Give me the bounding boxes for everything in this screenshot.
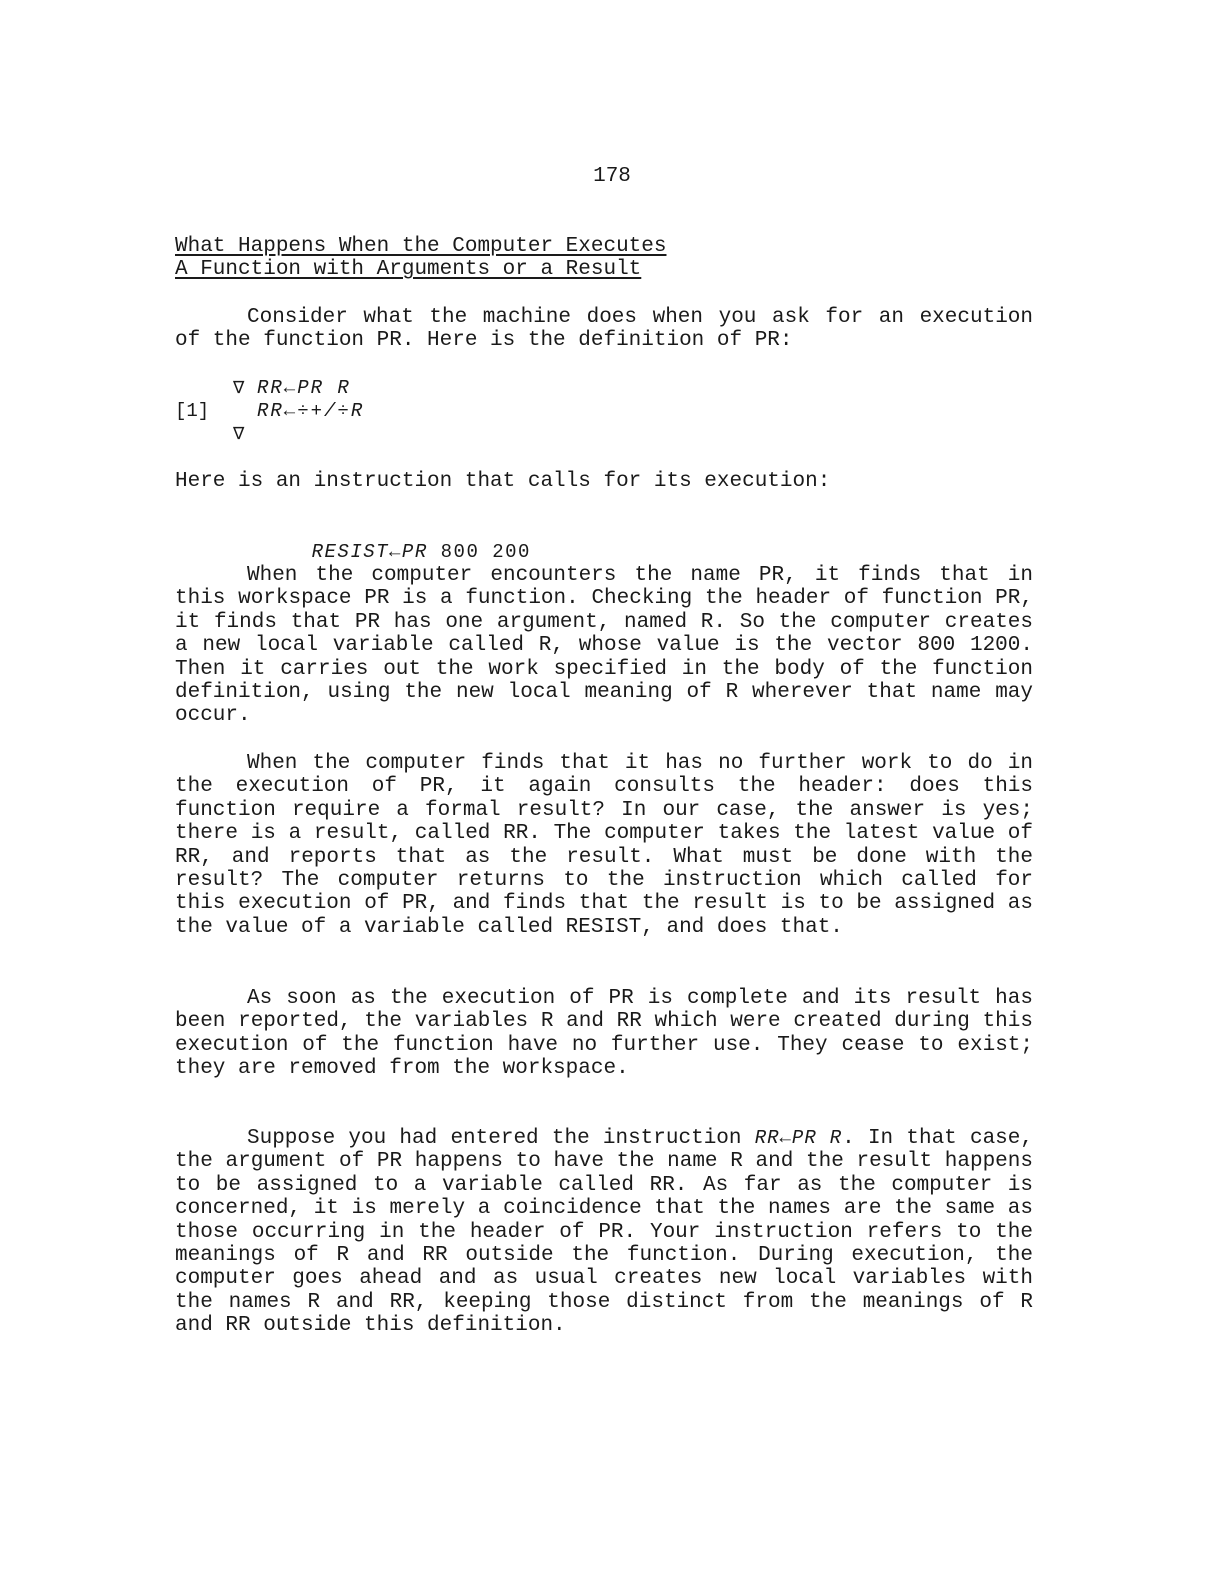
paragraph-3-block	[175, 987, 1033, 1081]
paragraph-1-block	[175, 564, 1033, 728]
definition-header: RR←PR R	[257, 377, 351, 399]
section-heading-line-1: What Happens When the Computer Executes	[175, 235, 667, 258]
call-instruction-args: 800 200	[440, 541, 531, 563]
intro-block	[175, 306, 1033, 353]
inline-apl-code: RR←PR R	[754, 1127, 843, 1149]
body-paragraph: When the computer finds that it has no further work to do in the execution of PR, it again consults the header: does this function require a formal result? In our case, the answer is yes; there is a result, called RR. The computer takes the latest value of RR, and reports that as the result. What must be done with the result? The computer returns to the instruction which called for this execution of PR, and finds that the result is to be assigned as the value of a variable called RESIST, and does that.	[175, 752, 1033, 939]
page-number: 178	[593, 165, 631, 188]
call-intro-block	[175, 470, 1033, 493]
paragraph-text: . In that case, the argument of PR happens to have the name R and the result happens to be assigned to a variable called RR. As far as the computer is concerned, it is merely a coincidence that the names are the same as those occurring in the header of PR. Your instruction refers to the meanings of R and RR outside the function. During execution, the computer goes ahead and as usual creates new local variables with the names R and RR, keeping those distinct from the meanings of R and RR outside this definition.	[175, 1127, 1033, 1338]
definition-body-line	[175, 400, 364, 423]
del-symbol: ∇	[233, 424, 245, 444]
intro-paragraph: Consider what the machine does when you ask for an execution of the function PR. Here is the definition of PR:	[175, 306, 1033, 353]
body-paragraph: As soon as the execution of PR is complete and its result has been reported, the variables R and RR which were created during this execution of the function have no further use. They cease to exist; they are removed from the workspace.	[175, 987, 1033, 1081]
definition-closing-line	[175, 423, 364, 446]
call-instruction-code: RESIST←PR	[311, 541, 428, 563]
del-symbol: ∇	[233, 378, 245, 398]
definition-body-code: RR←÷+/÷R	[257, 400, 365, 422]
paragraph-2-block	[175, 752, 1033, 939]
paragraph-text: Suppose you had entered the instruction	[247, 1127, 755, 1150]
section-heading-line-2: A Function with Arguments or a Result	[175, 258, 642, 281]
call-intro-text: Here is an instruction that calls for its execution:	[175, 470, 831, 493]
body-paragraph: When the computer encounters the name PR, it finds that in this workspace PR is a function. Checking the header of function PR, it finds that PR has one argument, named R. So the computer creates a new local variable called R, whose value is the vector 800 1200. Then it carries out the work specified in the body of the function definition, using the new local meaning of R wherever that name may occur.	[175, 564, 1033, 728]
section-heading	[175, 235, 666, 281]
paragraph-4-block	[175, 1127, 1033, 1338]
body-paragraph	[175, 1127, 1033, 1338]
definition-header-line	[175, 377, 364, 400]
line-number-label: [1]	[175, 400, 210, 422]
function-definition	[175, 377, 364, 446]
